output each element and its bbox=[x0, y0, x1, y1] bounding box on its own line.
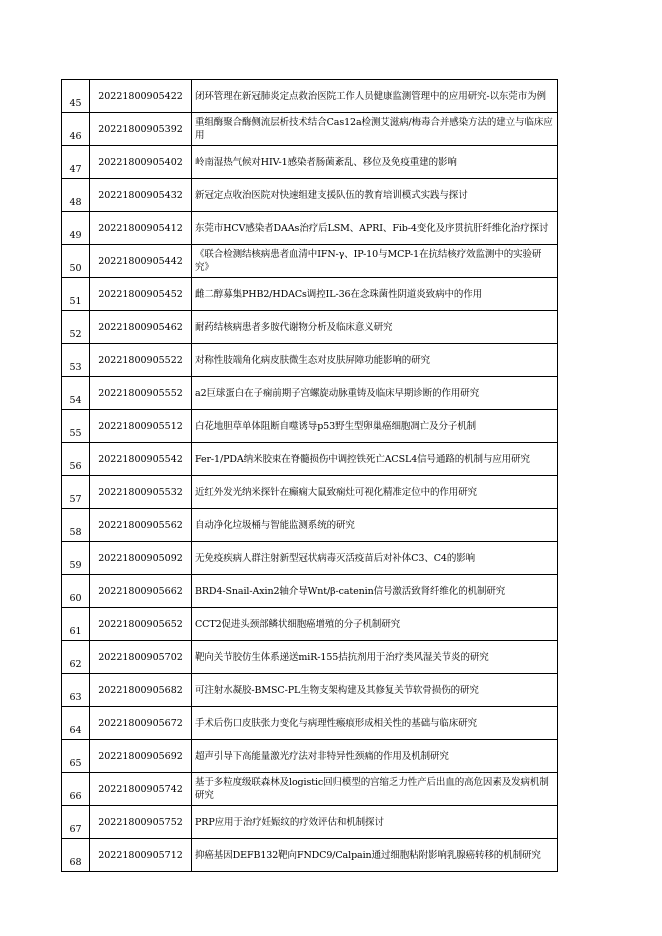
project-title-cell[interactable]: 白花地胆草单体阻断自噬诱导p53野生型卵巢癌细胞凋亡及分子机制 bbox=[192, 410, 558, 443]
row-number-cell[interactable]: 50 bbox=[62, 245, 90, 278]
project-title-cell[interactable]: 岭南湿热气候对HIV-1感染者肠菌紊乱、移位及免疫重建的影响 bbox=[192, 146, 558, 179]
row-number-cell[interactable]: 49 bbox=[62, 212, 90, 245]
project-title-cell[interactable]: 耐药结核病患者多胺代谢物分析及临床意义研究 bbox=[192, 311, 558, 344]
project-title-cell[interactable]: 对称性肢端角化病皮肤微生态对皮肤屏障功能影响的研究 bbox=[192, 344, 558, 377]
project-title-cell[interactable]: 基于多粒度级联森林及logistic回归模型的宫缩乏力性产后出血的高危因素及发病机制研究 bbox=[192, 773, 558, 806]
project-title-cell[interactable]: 东莞市HCV感染者DAAs治疗后LSM、APRI、Fib-4变化及序贯抗肝纤维化治疗探讨 bbox=[192, 212, 558, 245]
project-code-cell[interactable]: 20221800905712 bbox=[90, 839, 192, 872]
table-row[interactable] bbox=[62, 179, 558, 212]
table-row[interactable] bbox=[62, 608, 558, 641]
table-row[interactable] bbox=[62, 80, 558, 113]
table-row[interactable] bbox=[62, 311, 558, 344]
row-number-cell[interactable]: 60 bbox=[62, 575, 90, 608]
row-number-cell[interactable]: 48 bbox=[62, 179, 90, 212]
table-row[interactable] bbox=[62, 146, 558, 179]
row-number-cell[interactable]: 66 bbox=[62, 773, 90, 806]
row-number-cell[interactable]: 46 bbox=[62, 113, 90, 146]
table-row[interactable] bbox=[62, 641, 558, 674]
row-number-cell[interactable]: 55 bbox=[62, 410, 90, 443]
project-code-cell[interactable]: 20221800905542 bbox=[90, 443, 192, 476]
project-code-cell[interactable]: 20221800905562 bbox=[90, 509, 192, 542]
row-number-cell[interactable]: 51 bbox=[62, 278, 90, 311]
project-code-cell[interactable]: 20221800905672 bbox=[90, 707, 192, 740]
project-title-cell[interactable]: BRD4-Snail-Axin2轴介导Wnt/β-catenin信号激活致肾纤维化的机制研究 bbox=[192, 575, 558, 608]
project-code-cell[interactable]: 20221800905392 bbox=[90, 113, 192, 146]
table-row[interactable] bbox=[62, 476, 558, 509]
table-row[interactable] bbox=[62, 113, 558, 146]
project-title-cell[interactable]: 抑癌基因DEFB132靶向FNDC9/Calpain通过细胞粘附影响乳腺癌转移的机制研究 bbox=[192, 839, 558, 872]
row-number-cell[interactable]: 59 bbox=[62, 542, 90, 575]
project-code-cell[interactable]: 20221800905432 bbox=[90, 179, 192, 212]
project-code-cell[interactable]: 20221800905462 bbox=[90, 311, 192, 344]
project-code-cell[interactable]: 20221800905452 bbox=[90, 278, 192, 311]
table-row[interactable] bbox=[62, 377, 558, 410]
row-number-cell[interactable]: 54 bbox=[62, 377, 90, 410]
project-title-cell[interactable]: 可注射水凝胶-BMSC-PL生物支架构建及其修复关节软骨损伤的研究 bbox=[192, 674, 558, 707]
project-title-cell[interactable]: 近红外发光纳米探针在癫痫大鼠致痫灶可视化精准定位中的作用研究 bbox=[192, 476, 558, 509]
table-row[interactable] bbox=[62, 509, 558, 542]
project-code-cell[interactable]: 20221800905532 bbox=[90, 476, 192, 509]
project-code-cell[interactable]: 20221800905442 bbox=[90, 245, 192, 278]
row-number-cell[interactable]: 64 bbox=[62, 707, 90, 740]
table-row[interactable] bbox=[62, 542, 558, 575]
project-code-cell[interactable]: 20221800905682 bbox=[90, 674, 192, 707]
project-title-cell[interactable]: a2巨球蛋白在子痫前期子宫螺旋动脉重铸及临床早期诊断的作用研究 bbox=[192, 377, 558, 410]
row-number-cell[interactable]: 56 bbox=[62, 443, 90, 476]
row-number-cell[interactable]: 57 bbox=[62, 476, 90, 509]
project-code-cell[interactable]: 20221800905512 bbox=[90, 410, 192, 443]
row-number-cell[interactable]: 58 bbox=[62, 509, 90, 542]
project-code-cell[interactable]: 20221800905742 bbox=[90, 773, 192, 806]
project-code-cell[interactable]: 20221800905652 bbox=[90, 608, 192, 641]
project-title-cell[interactable]: 新冠定点收治医院对快速组建支援队伍的教育培训模式实践与探讨 bbox=[192, 179, 558, 212]
table-row[interactable] bbox=[62, 839, 558, 872]
row-number-cell[interactable]: 61 bbox=[62, 608, 90, 641]
project-title-cell[interactable]: CCT2促进头颈部鳞状细胞癌增殖的分子机制研究 bbox=[192, 608, 558, 641]
row-number-cell[interactable]: 53 bbox=[62, 344, 90, 377]
table-row[interactable] bbox=[62, 575, 558, 608]
project-code-cell[interactable]: 20221800905552 bbox=[90, 377, 192, 410]
table-row[interactable] bbox=[62, 674, 558, 707]
table-row[interactable] bbox=[62, 212, 558, 245]
row-number-cell[interactable]: 63 bbox=[62, 674, 90, 707]
table-row[interactable] bbox=[62, 245, 558, 278]
row-number-cell[interactable]: 68 bbox=[62, 839, 90, 872]
project-code-cell[interactable]: 20221800905662 bbox=[90, 575, 192, 608]
table-row[interactable] bbox=[62, 443, 558, 476]
row-number-cell[interactable]: 52 bbox=[62, 311, 90, 344]
table-row[interactable] bbox=[62, 278, 558, 311]
project-code-cell[interactable]: 20221800905752 bbox=[90, 806, 192, 839]
table-row[interactable] bbox=[62, 707, 558, 740]
table-row[interactable] bbox=[62, 806, 558, 839]
project-title-cell[interactable]: 超声引导下高能量激光疗法对非特异性颈痛的作用及机制研究 bbox=[192, 740, 558, 773]
row-number-cell[interactable]: 67 bbox=[62, 806, 90, 839]
project-table bbox=[61, 79, 558, 872]
table-row[interactable] bbox=[62, 740, 558, 773]
project-table-body bbox=[62, 80, 558, 872]
project-title-cell[interactable]: 重组酶聚合酶侧流层析技术结合Cas12a检测艾滋病/梅毒合并感染方法的建立与临床应用 bbox=[192, 113, 558, 146]
project-code-cell[interactable]: 20221800905422 bbox=[90, 80, 192, 113]
project-title-cell[interactable]: 自动净化垃圾桶与智能监测系统的研究 bbox=[192, 509, 558, 542]
table-row[interactable] bbox=[62, 410, 558, 443]
project-title-cell[interactable]: PRP应用于治疗妊娠纹的疗效评估和机制探讨 bbox=[192, 806, 558, 839]
row-number-cell[interactable]: 47 bbox=[62, 146, 90, 179]
project-code-cell[interactable]: 20221800905692 bbox=[90, 740, 192, 773]
table-row[interactable] bbox=[62, 344, 558, 377]
row-number-cell[interactable]: 62 bbox=[62, 641, 90, 674]
project-title-cell[interactable]: 闭环管理在新冠肺炎定点救治医院工作人员健康监测管理中的应用研究-以东莞市为例 bbox=[192, 80, 558, 113]
row-number-cell[interactable]: 45 bbox=[62, 80, 90, 113]
project-title-cell[interactable]: 手术后伤口皮肤张力变化与病理性瘢痕形成相关性的基础与临床研究 bbox=[192, 707, 558, 740]
project-title-cell[interactable]: 无免疫疾病人群注射新型冠状病毒灭活疫苗后对补体C3、C4的影响 bbox=[192, 542, 558, 575]
project-title-cell[interactable]: Fer-1/PDA纳米胶束在脊髓损伤中调控铁死亡ACSL4信号通路的机制与应用研究 bbox=[192, 443, 558, 476]
project-code-cell[interactable]: 20221800905412 bbox=[90, 212, 192, 245]
project-code-cell[interactable]: 20221800905092 bbox=[90, 542, 192, 575]
row-number-cell[interactable]: 65 bbox=[62, 740, 90, 773]
project-code-cell[interactable]: 20221800905522 bbox=[90, 344, 192, 377]
project-code-cell[interactable]: 20221800905702 bbox=[90, 641, 192, 674]
project-title-cell[interactable]: 雌二醇募集PHB2/HDACs调控IL-36在念珠菌性阴道炎致病中的作用 bbox=[192, 278, 558, 311]
project-title-cell[interactable]: 靶向关节胶仿生体系递送miR-155拮抗剂用于治疗类风湿关节炎的研究 bbox=[192, 641, 558, 674]
project-title-cell[interactable]: 《联合检测结核病患者血清中IFN-γ、IP-10与MCP-1在抗结核疗效监测中的实验研究》 bbox=[192, 245, 558, 278]
project-code-cell[interactable]: 20221800905402 bbox=[90, 146, 192, 179]
table-row[interactable] bbox=[62, 773, 558, 806]
